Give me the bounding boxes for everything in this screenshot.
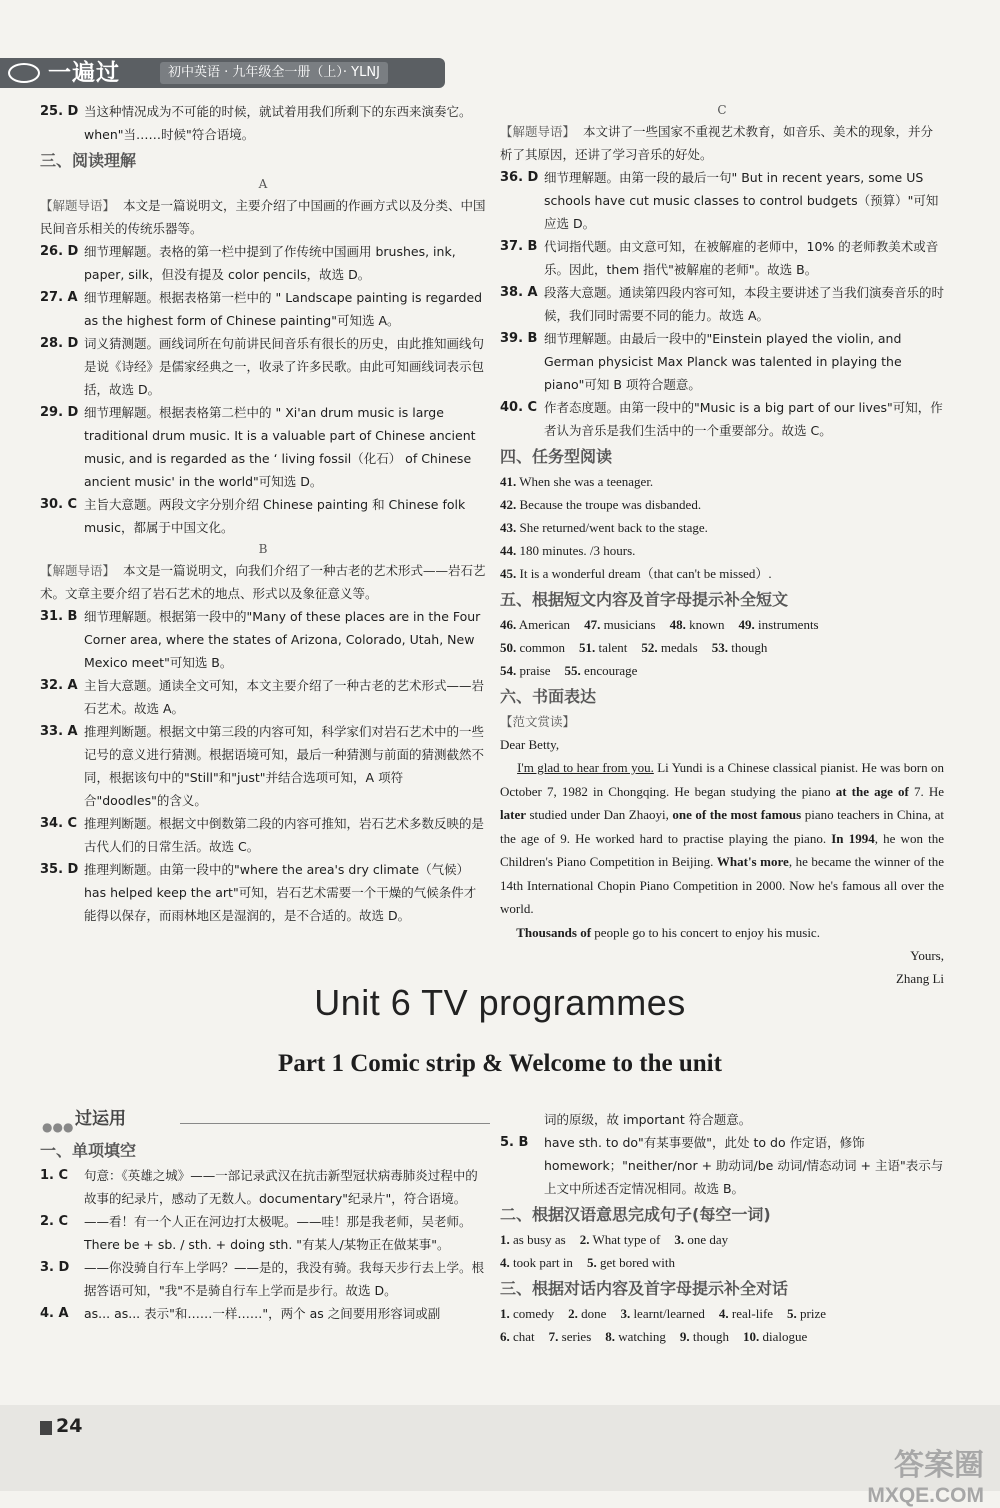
brand-name: 一遍过 xyxy=(48,59,120,86)
part-title: Part 1 Comic strip & Welcome to the unit xyxy=(278,1050,722,1077)
answer-item: 37. B 代词指代题。由文意可知，在被解雇的老师中，10% 的老师教美术或音乐。因此，them 指代"被解雇的老师"。故选 B。 xyxy=(500,239,939,277)
list-item: 45. It is a wonderful dream（that can't be missed）. xyxy=(500,566,772,581)
letter-closing: Yours, xyxy=(910,948,944,963)
letter-signature: Zhang Li xyxy=(895,971,944,986)
answer-item: 25. D 当这种情况成为不可能的时候，就试着用我们所剩下的东西来演奏它。when"当……时候"符合语境。 xyxy=(40,104,472,142)
part-letter: A xyxy=(258,177,268,191)
model-essay: I'm glad to hear from you. Li Yundi is a Chinese classical pianist. He was born on October 7, 1982 in Chongqing. He began studying the piano at the age of 7. He later studied under Dan Zhaoyi, one of the most famous piano teachers in China, at the age of 9. He worked hard to practise playing the piano. In 1994, he won the Children's Piano Competition in Beijing. What's more, he became the winner of the 14th International Chopin Piano Competition in 2000. Now he's famous all over the world. xyxy=(500,760,945,916)
dialogue-answers xyxy=(500,1302,944,1348)
answer-item: 28. D 词义猜测题。画线词所在句前讲民间音乐有很长的历史，由此推知画线句是说《诗经》是儒家经典之一，收录了许多民歌。由此可知画线词表示包括，故选 D。 xyxy=(40,336,485,397)
list-item: 42. Because the troupe was disbanded. xyxy=(500,497,702,512)
divider xyxy=(180,1123,490,1124)
model-essay-p2: Thousands of people go to his concert to enjoy his music. xyxy=(516,924,820,940)
answer-row: 4. took part in 5. get bored with xyxy=(500,1255,676,1270)
section-heading: 二、根据汉语意思完成句子(每空一词) xyxy=(500,1205,771,1224)
answer-item: 32. A 主旨大意题。通读全文可知，本文主要介绍了一种古老的艺术形式——岩石艺术。故选 A。 xyxy=(40,678,485,716)
answer-item: 36. D 细节理解题。由第一段的最后一句" But in recent years, some US schools have cut music classes to control budgets（预算）"可知应选 D。 xyxy=(500,170,939,231)
answer-item: 34. C 推理判断题。根据文中倒数第二段的内容可推知，岩石艺术多数反映的是古代人们的日常生活。故选 C。 xyxy=(40,816,485,854)
section-heading: 四、任务型阅读 xyxy=(500,447,613,466)
section-heading: 五、根据短文内容及首字母提示补全短文 xyxy=(500,590,789,609)
section-heading: 一、单项填空 xyxy=(40,1141,137,1160)
answer-row: 1. as busy as 2. What type of 3. one day xyxy=(500,1232,729,1247)
list-item: 44. 180 minutes. /3 hours. xyxy=(500,543,636,558)
right-column xyxy=(500,100,944,990)
book-subtitle: 初中英语 · 九年级全一册（上）· YLNJ xyxy=(160,62,388,84)
lower-right-column xyxy=(500,1108,944,1348)
answer-item: 4. A as... as... 表示"和……一样……"，两个 as 之间要用形容词或副 xyxy=(40,1306,441,1321)
answer-item: 3. D ——你没骑自行车上学吗？——是的，我没有骑。我每天步行去上学。根据答语可知，"我"不是骑自行车上学而是步行。故选 D。 xyxy=(40,1260,485,1298)
answer-item: 38. A 段落大意题。通读第四段内容可知，本段主要讲述了当我们演奏音乐的时候，我们同时需要不同的能力。故选 A。 xyxy=(500,285,945,323)
guide-text: 【解题导语】 本文讲了一些国家不重视艺术教育，如音乐、美术的现象，并分析了其原因，还讲了学习音乐的好处。 xyxy=(500,124,933,162)
letter-greeting: Dear Betty, xyxy=(500,737,560,752)
answer-row: 50. common 51. talent 52. medals 53. though xyxy=(500,640,768,655)
list-item: 41. When she was a teenager. xyxy=(500,474,654,489)
part-letter: B xyxy=(258,542,268,556)
answer-item: 5. B have sth. to do"有某事要做"，此处 to do 作定语，修饰 homework；"neither/nor + 助动词/be 动词/情态动词 + 主语"表示与上文中所述否定情况相同。故选 B。 xyxy=(500,1135,944,1196)
lower-left-column xyxy=(40,1108,490,1325)
section-heading: 三、阅读理解 xyxy=(40,151,137,170)
unit-title: Unit 6 TV programmes xyxy=(314,982,686,1023)
section-heading: 六、书面表达 xyxy=(500,687,597,706)
answer-item: 33. A 推理判断题。根据文中第三段的内容可知，科学家们对岩石艺术中的一些记号的意义进行猜测。根据语境可知，最后一种猜测与前面的猜测截然不同，根据该句中的"Still"和"just"并结合选项可知，A 项符合"doodles"的含义。 xyxy=(40,724,485,808)
answer-item: 40. C 作者态度题。由第一段中的"Music is a big part of our lives"可知，作者认为音乐是我们生活中的一个重要部分。故选 C。 xyxy=(500,400,943,438)
answer-item: 27. A 细节理解题。根据表格第一栏中的 " Landscape painting is regarded as the highest form of Chinese painting"可知选 A。 xyxy=(40,290,483,328)
section-heading: 三、根据对话内容及首字母提示补全对话 xyxy=(500,1279,789,1298)
practice-banner: ●●● 过运用 xyxy=(40,1108,490,1136)
complete-answers xyxy=(500,1228,944,1274)
left-column xyxy=(40,100,486,927)
answer-item: 1. C 句意：《英雄之城》——一部记录武汉在抗击新型冠状病毒肺炎过程中的故事的纪录片，感动了无数人。documentary"纪录片"，符合语境。 xyxy=(40,1168,478,1206)
guide-text: 【解题导语】 本文是一篇说明文，主要介绍了中国画的作画方式以及分类、中国民间音乐相关的传统乐器等。 xyxy=(40,198,486,236)
part-letter: C xyxy=(717,103,727,117)
answer-item: 39. B 细节理解题。由最后一段中的"Einstein played the violin, and German physicist Max Planck was talented in playing the piano"可知 B 项符合题意。 xyxy=(500,331,902,392)
list-item: 43. She returned/went back to the stage. xyxy=(500,520,708,535)
answer-item: 29. D 细节理解题。根据表格第二栏中的 " Xi'an drum music is large traditional drum music. It is a valuable part of Chinese ancient music, and is regarded as the ‘ living fossil（化石） of Chinese ancient music' in the world"可知选 D。 xyxy=(40,405,476,489)
site-watermark: 答案圈 MXQE.COM xyxy=(867,1449,984,1507)
answer-row: 46. American 47. musicians 48. known 49. instruments xyxy=(500,617,819,632)
fill-answers xyxy=(500,613,944,682)
answer-row: 54. praise 55. encourage xyxy=(500,663,638,678)
page-number: 24 xyxy=(56,1415,83,1437)
answer-item: 31. B 细节理解题。根据第一段中的"Many of these places are in the Four Corner area, where the states of Arizona, Colorado, Utah, New Mexico meet"可知选 B。 xyxy=(40,609,481,670)
guide-text: 【解题导语】 本文是一篇说明文，向我们介绍了一种古老的艺术形式——岩石艺术。文章主要介绍了岩石艺术的地点、形式以及象征意义等。 xyxy=(40,563,486,601)
answer-item: 35. D 推理判断题。由第一段中的"where the area's dry climate（气候） has helped keep the art"可知，岩石艺术需要一个干燥的气候条件才能得以保存，而雨林地区是湿润的，是不合适的。故选 D。 xyxy=(40,862,477,923)
answer-row: 1. comedy 2. done 3. learnt/learned 4. real-life 5. prize xyxy=(500,1306,827,1321)
answer-item: 30. C 主旨大意题。两段文字分别介绍 Chinese painting 和 Chinese folk music，都属于中国文化。 xyxy=(40,497,466,535)
footer-bar xyxy=(0,1405,1000,1491)
answer-item: 2. C ——看！有一个人正在河边打太极呢。——哇！那是我老师，吴老师。There be + sb. / sth. + doing sth. "有某人/某物正在做某事"。 xyxy=(40,1214,472,1252)
page-header xyxy=(0,58,1000,90)
model-tag: 【范文赏读】 xyxy=(500,714,576,729)
page-marker-icon xyxy=(40,1421,52,1435)
task-list xyxy=(500,470,944,585)
answer-item-continued: 词的原级，故 important 符合题意。 xyxy=(544,1112,752,1127)
dots-icon: ●●● xyxy=(42,1120,74,1134)
answer-row: 6. chat 7. series 8. watching 9. though 10. dialogue xyxy=(500,1329,808,1344)
answer-item: 26. D 细节理解题。表格的第一栏中提到了作传统中国画用 brushes, ink, paper, silk，但没有提及 color pencils，故选 D。 xyxy=(40,244,456,282)
brand-logo-icon xyxy=(8,63,40,83)
